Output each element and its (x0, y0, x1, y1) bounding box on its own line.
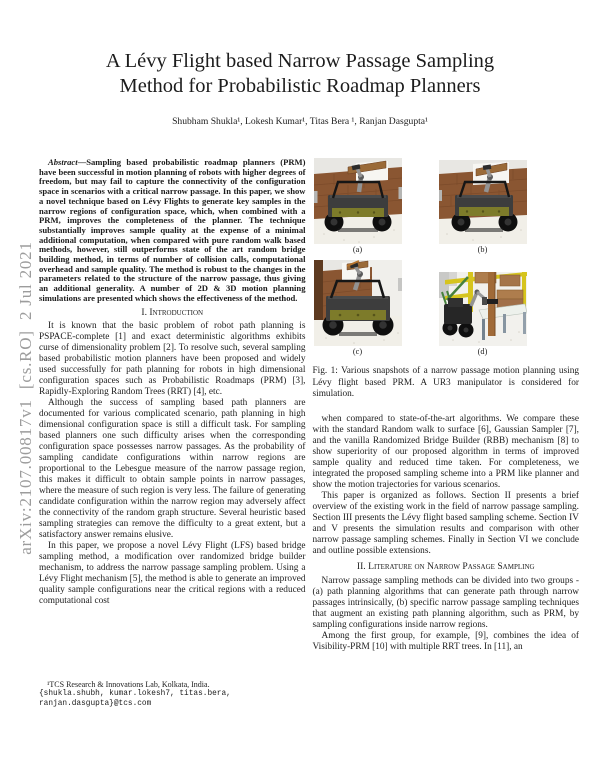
figure-subfig-a (314, 158, 402, 255)
footnote-affiliation: ¹TCS Research & Innovations Lab, Kolkata, India. (47, 680, 210, 689)
right-column (313, 156, 580, 653)
title-line-2: Method for Probabilistic Roadmap Planners (119, 74, 481, 97)
sim-snapshot-a (314, 158, 402, 244)
title-line-1: A Lévy Flight based Narrow Passage Sampling (105, 50, 495, 72)
section-heading-literature: II. Literature on Narrow Passage Sampling (356, 560, 535, 572)
figure-subfig-c (314, 260, 402, 357)
section-heading-introduction: I. Introduction (141, 306, 204, 318)
intro-paragraph-1: It is known that the basic problem of robot path planning is PSPACE-complete [1] and exact deterministic algorithms exhibits curse of dimensionality problem [2]. To resolve such, several sampling based probabilistic motion planners have been proposed and widely used successfully for path planning for robots in high dimensional configuration spaces such as Probabilistic Roadmaps (PRM) [3], Rapidly-Exploring Random Trees (RRT) [4], etc. (39, 320, 306, 397)
figure-sublabel-a: (a) (352, 245, 363, 254)
paper-title (0, 49, 600, 98)
figure-sublabel-d: (d) (477, 347, 488, 356)
literature-paragraph-2: Among the first group, for example, [9], combines the idea of Visibility-PRM [10] with multiple RRT trees. In [11], an (312, 630, 579, 652)
body-paragraph-2: This paper is organized as follows. Section II presents a brief overview of the existing work in the field of narrow passage sampling. Section III presents the Lévy flight based sampling scheme. Section IV and V presents the simulation results and comparison with other narrow passage sampling schemes. Finally in Section VI we conclude and outline possible extensions. (312, 490, 579, 556)
sim-snapshot-b (439, 160, 527, 244)
author-footnote (39, 680, 305, 710)
figure-1 (314, 158, 580, 357)
paper-authors: Shubham Shukla¹, Lokesh Kumar¹, Titas Bera ¹, Ranjan Dasgupta¹ (172, 116, 428, 127)
two-column-body (39, 156, 579, 708)
abstract-label: Abstract (48, 157, 78, 167)
body-paragraph-1: when compared to state-of-the-art algorithms. We compare these with the standard Random walk to surface [6], Gaussian Sampler [7], and the vanilla Randomized Bridge Builder (RBB) mechanism [8] to show superiority of our proposed algorithm in terms of improved sample quality and reduced time taken. For completeness, we integrated the proposed sampling scheme into a PRM like planner and show the motion trajectories for various scenarios. (312, 413, 579, 490)
intro-paragraph-2: Although the success of sampling based path planners are documented for various complicated scenario, path planning in high dimensional configuration space is still a difficult task. For sampling based planners one such difficulty arises when the corresponding configuration space possesses narrow passages. As the probability of sampling candidate configurations within narrow regions are proportional to the Lebesgue measure of the narrow passage region, this makes it difficult to obtain sample points in narrow passages, where the measure of such region is very less. The failure of generating candidate configuration within the narrow region may adversely affect the connectivity of the random graph structure. Several heuristic based sampling strategies can remove the difficulty to a great extent, but a satisfactory answer remains elusive. (39, 397, 306, 540)
figure-subfig-b (439, 158, 527, 255)
figure-caption: Fig. 1: Various snapshots of a narrow passage motion planning using Lévy flight based PRM. A UR3 manipulator is considered for simulation. (312, 366, 579, 400)
figure-sublabel-b: (b) (477, 245, 488, 254)
sim-snapshot-d (439, 272, 527, 346)
literature-paragraph-1: Narrow passage sampling methods can be divided into two groups - (a) path planning algorithms that can generate path through narrow passages intrinsically, (b) specific narrow passage sampling techniques that augment an existing path planning algorithm, such as PRM, by sampling configurations inside narrow regions. (312, 575, 579, 630)
abstract-text: —Sampling based probabilistic roadmap planners (PRM) have been successful in motion planning of robots with higher degrees of freedom, but may fail to capture the connectivity of the configuration space in scenarios with a critical narrow passage. In this paper, we show a novel technique based on Lévy Flights to generate key samples in the narrow regions of configuration space, which, when combined with a PRM, improves the completeness of the planner. The technique substantially improves sample quality at the expense of a minimal additional computation, when compared with pure random walk based methods, however, still outperforms state of the art random bridge building method, in terms of number of collision calls, computational overhead and sample quality. The method is robust to the changes in the parameters related to the structure of the narrow passage, thus giving an additional generality. A number of 2D & 3D motion planning simulations are presented which shows the effectiveness of the method. (39, 157, 306, 303)
figure-subfig-d (439, 260, 527, 357)
footnote-email-line1: {shukla.shubh, kumar.lokesh7, titas.bera, (39, 690, 231, 698)
footnote-email-line2: ranjan.dasgupta}@tcs.com (39, 699, 152, 708)
left-column (39, 156, 306, 708)
arxiv-watermark: arXiv:2107.00817v1 [cs.RO] 2 Jul 2021 (16, 241, 35, 555)
sim-snapshot-c (314, 260, 402, 346)
figure-sublabel-c: (c) (352, 347, 363, 356)
abstract (39, 158, 306, 304)
intro-paragraph-3: In this paper, we propose a novel Lévy Flight (LFS) based bridge sampling method, a modification over randomized bridge builder mechanism, to address the narrow passage sampling problem. Using a Lévy Flight mechanism [5], the method is able to generate an improved quality sample configurations near the critical regions with a reduced computational cost (39, 540, 306, 606)
